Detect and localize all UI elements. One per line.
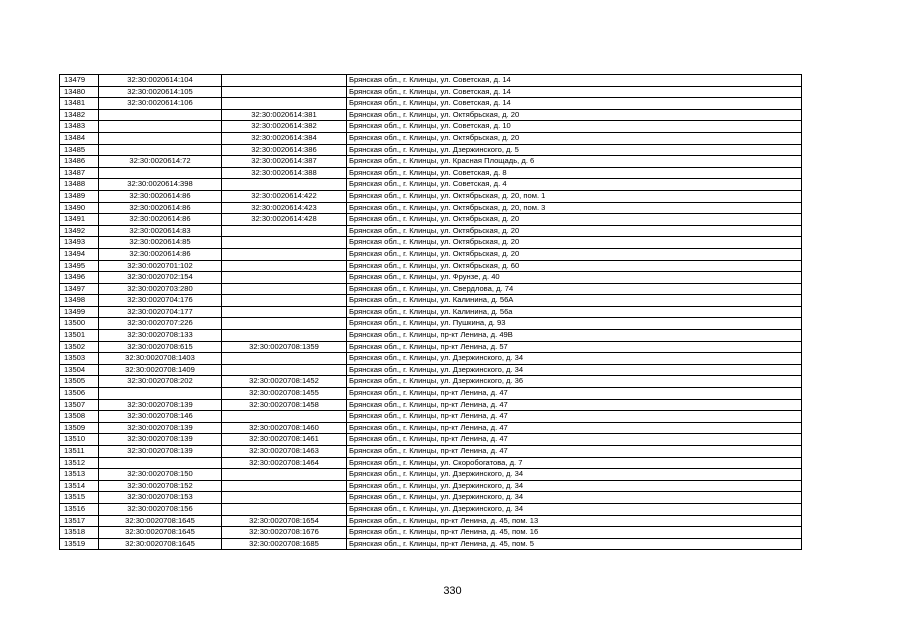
address-cell: Брянская обл., г. Клинцы, ул. Советская, д. 14 — [347, 98, 802, 110]
table-row — [60, 364, 802, 376]
cadastral-number-cell: 32:30:0020708:139 — [99, 446, 222, 458]
related-cadastral-number-cell — [222, 306, 347, 318]
table-row — [60, 283, 802, 295]
cadastral-number-cell — [99, 144, 222, 156]
cadastral-number-cell: 32:30:0020703:280 — [99, 283, 222, 295]
related-cadastral-number-cell — [222, 411, 347, 423]
registry-table — [59, 74, 802, 550]
row-number-cell: 13517 — [60, 515, 99, 527]
row-number-cell: 13496 — [60, 272, 99, 284]
cadastral-number-cell: 32:30:0020708:1645 — [99, 527, 222, 539]
address-cell: Брянская обл., г. Клинцы, ул. Дзержинского, д. 34 — [347, 469, 802, 481]
address-cell: Брянская обл., г. Клинцы, пр-кт Ленина, д. 47 — [347, 422, 802, 434]
address-cell: Брянская обл., г. Клинцы, ул. Фрунзе, д. 40 — [347, 272, 802, 284]
row-number-cell: 13484 — [60, 132, 99, 144]
row-number-cell: 13498 — [60, 295, 99, 307]
row-number-cell: 13511 — [60, 446, 99, 458]
row-number-cell: 13516 — [60, 503, 99, 515]
table-row — [60, 411, 802, 423]
related-cadastral-number-cell — [222, 364, 347, 376]
cadastral-number-cell: 32:30:0020704:176 — [99, 295, 222, 307]
address-cell: Брянская обл., г. Клинцы, пр-кт Ленина, д. 47 — [347, 434, 802, 446]
table-row — [60, 202, 802, 214]
address-cell: Брянская обл., г. Клинцы, ул. Октябрьская, д. 20 — [347, 237, 802, 249]
table-row — [60, 156, 802, 168]
related-cadastral-number-cell: 32:30:0020614:422 — [222, 190, 347, 202]
table-row — [60, 75, 802, 87]
address-cell: Брянская обл., г. Клинцы, пр-кт Ленина, д. 47 — [347, 446, 802, 458]
table-row — [60, 330, 802, 342]
row-number-cell: 13515 — [60, 492, 99, 504]
address-cell: Брянская обл., г. Клинцы, ул. Пушкина, д. 93 — [347, 318, 802, 330]
address-cell: Брянская обл., г. Клинцы, пр-кт Ленина, д. 47 — [347, 399, 802, 411]
related-cadastral-number-cell: 32:30:0020708:1654 — [222, 515, 347, 527]
related-cadastral-number-cell: 32:30:0020614:384 — [222, 132, 347, 144]
row-number-cell: 13500 — [60, 318, 99, 330]
related-cadastral-number-cell: 32:30:0020708:1455 — [222, 388, 347, 400]
address-cell: Брянская обл., г. Клинцы, ул. Дзержинского, д. 34 — [347, 353, 802, 365]
address-cell: Брянская обл., г. Клинцы, ул. Октябрьская, д. 20 — [347, 214, 802, 226]
table-row — [60, 190, 802, 202]
address-cell: Брянская обл., г. Клинцы, ул. Советская, д. 10 — [347, 121, 802, 133]
address-cell: Брянская обл., г. Клинцы, ул. Октябрьская, д. 20, пом. 1 — [347, 190, 802, 202]
address-cell: Брянская обл., г. Клинцы, ул. Октябрьская, д. 20, пом. 3 — [347, 202, 802, 214]
registry-table-body — [60, 75, 802, 550]
cadastral-number-cell: 32:30:0020708:1645 — [99, 515, 222, 527]
related-cadastral-number-cell: 32:30:0020708:1452 — [222, 376, 347, 388]
related-cadastral-number-cell: 32:30:0020614:387 — [222, 156, 347, 168]
table-row — [60, 86, 802, 98]
row-number-cell: 13481 — [60, 98, 99, 110]
cadastral-number-cell — [99, 167, 222, 179]
related-cadastral-number-cell — [222, 260, 347, 272]
table-row — [60, 260, 802, 272]
cadastral-number-cell: 32:30:0020614:106 — [99, 98, 222, 110]
table-row — [60, 248, 802, 260]
related-cadastral-number-cell — [222, 86, 347, 98]
row-number-cell: 13513 — [60, 469, 99, 481]
related-cadastral-number-cell: 32:30:0020708:1460 — [222, 422, 347, 434]
table-row — [60, 121, 802, 133]
address-cell: Брянская обл., г. Клинцы, ул. Октябрьская, д. 20 — [347, 225, 802, 237]
related-cadastral-number-cell: 32:30:0020708:1461 — [222, 434, 347, 446]
row-number-cell: 13518 — [60, 527, 99, 539]
row-number-cell: 13509 — [60, 422, 99, 434]
row-number-cell: 13491 — [60, 214, 99, 226]
row-number-cell: 13485 — [60, 144, 99, 156]
table-row — [60, 399, 802, 411]
table-row — [60, 492, 802, 504]
cadastral-number-cell: 32:30:0020614:83 — [99, 225, 222, 237]
cadastral-number-cell — [99, 132, 222, 144]
row-number-cell: 13507 — [60, 399, 99, 411]
related-cadastral-number-cell: 32:30:0020614:381 — [222, 109, 347, 121]
table-row — [60, 144, 802, 156]
row-number-cell: 13492 — [60, 225, 99, 237]
row-number-cell: 13502 — [60, 341, 99, 353]
address-cell: Брянская обл., г. Клинцы, пр-кт Ленина, д. 49В — [347, 330, 802, 342]
row-number-cell: 13480 — [60, 86, 99, 98]
cadastral-number-cell — [99, 109, 222, 121]
related-cadastral-number-cell: 32:30:0020614:428 — [222, 214, 347, 226]
related-cadastral-number-cell — [222, 179, 347, 191]
row-number-cell: 13495 — [60, 260, 99, 272]
row-number-cell: 13482 — [60, 109, 99, 121]
related-cadastral-number-cell: 32:30:0020708:1359 — [222, 341, 347, 353]
table-row — [60, 272, 802, 284]
cadastral-number-cell: 32:30:0020708:139 — [99, 422, 222, 434]
related-cadastral-number-cell: 32:30:0020614:388 — [222, 167, 347, 179]
row-number-cell: 13503 — [60, 353, 99, 365]
related-cadastral-number-cell — [222, 469, 347, 481]
address-cell: Брянская обл., г. Клинцы, ул. Октябрьская, д. 20 — [347, 248, 802, 260]
cadastral-number-cell: 32:30:0020708:1403 — [99, 353, 222, 365]
table-row — [60, 457, 802, 469]
row-number-cell: 13505 — [60, 376, 99, 388]
table-row — [60, 446, 802, 458]
table-row — [60, 179, 802, 191]
cadastral-number-cell: 32:30:0020614:72 — [99, 156, 222, 168]
table-row — [60, 503, 802, 515]
address-cell: Брянская обл., г. Клинцы, ул. Калинина, д. 56А — [347, 295, 802, 307]
cadastral-number-cell: 32:30:0020708:133 — [99, 330, 222, 342]
table-row — [60, 98, 802, 110]
related-cadastral-number-cell — [222, 272, 347, 284]
row-number-cell: 13486 — [60, 156, 99, 168]
row-number-cell: 13512 — [60, 457, 99, 469]
table-row — [60, 318, 802, 330]
cadastral-number-cell: 32:30:0020614:104 — [99, 75, 222, 87]
table-row — [60, 225, 802, 237]
related-cadastral-number-cell — [222, 503, 347, 515]
address-cell: Брянская обл., г. Клинцы, ул. Советская, д. 4 — [347, 179, 802, 191]
row-number-cell: 13497 — [60, 283, 99, 295]
row-number-cell: 13488 — [60, 179, 99, 191]
related-cadastral-number-cell — [222, 248, 347, 260]
address-cell: Брянская обл., г. Клинцы, ул. Дзержинского, д. 34 — [347, 480, 802, 492]
cadastral-number-cell: 32:30:0020708:153 — [99, 492, 222, 504]
table-row — [60, 341, 802, 353]
table-row — [60, 237, 802, 249]
address-cell: Брянская обл., г. Клинцы, ул. Советская, д. 14 — [347, 75, 802, 87]
cadastral-number-cell: 32:30:0020708:139 — [99, 434, 222, 446]
table-row — [60, 422, 802, 434]
cadastral-number-cell: 32:30:0020708:156 — [99, 503, 222, 515]
related-cadastral-number-cell — [222, 225, 347, 237]
address-cell: Брянская обл., г. Клинцы, пр-кт Ленина, д. 47 — [347, 411, 802, 423]
related-cadastral-number-cell: 32:30:0020708:1458 — [222, 399, 347, 411]
related-cadastral-number-cell — [222, 353, 347, 365]
related-cadastral-number-cell — [222, 75, 347, 87]
address-cell: Брянская обл., г. Клинцы, ул. Советская, д. 8 — [347, 167, 802, 179]
row-number-cell: 13510 — [60, 434, 99, 446]
related-cadastral-number-cell: 32:30:0020614:423 — [222, 202, 347, 214]
related-cadastral-number-cell — [222, 492, 347, 504]
cadastral-number-cell — [99, 457, 222, 469]
table-row — [60, 376, 802, 388]
table-row — [60, 388, 802, 400]
cadastral-number-cell: 32:30:0020708:1409 — [99, 364, 222, 376]
table-row — [60, 132, 802, 144]
related-cadastral-number-cell — [222, 480, 347, 492]
address-cell: Брянская обл., г. Клинцы, ул. Дзержинского, д. 5 — [347, 144, 802, 156]
cadastral-number-cell: 32:30:0020708:152 — [99, 480, 222, 492]
table-row — [60, 527, 802, 539]
address-cell: Брянская обл., г. Клинцы, ул. Дзержинского, д. 34 — [347, 364, 802, 376]
cadastral-number-cell: 32:30:0020704:177 — [99, 306, 222, 318]
table-row — [60, 109, 802, 121]
cadastral-number-cell: 32:30:0020708:615 — [99, 341, 222, 353]
row-number-cell: 13489 — [60, 190, 99, 202]
address-cell: Брянская обл., г. Клинцы, ул. Красная Площадь, д. 6 — [347, 156, 802, 168]
address-cell: Брянская обл., г. Клинцы, ул. Дзержинского, д. 34 — [347, 492, 802, 504]
related-cadastral-number-cell: 32:30:0020614:386 — [222, 144, 347, 156]
address-cell: Брянская обл., г. Клинцы, ул. Свердлова, д. 74 — [347, 283, 802, 295]
table-row — [60, 167, 802, 179]
row-number-cell: 13493 — [60, 237, 99, 249]
table-row — [60, 538, 802, 550]
address-cell: Брянская обл., г. Клинцы, ул. Скоробогатова, д. 7 — [347, 457, 802, 469]
cadastral-number-cell: 32:30:0020708:146 — [99, 411, 222, 423]
address-cell: Брянская обл., г. Клинцы, пр-кт Ленина, д. 45, пом. 16 — [347, 527, 802, 539]
row-number-cell: 13514 — [60, 480, 99, 492]
row-number-cell: 13504 — [60, 364, 99, 376]
row-number-cell: 13479 — [60, 75, 99, 87]
related-cadastral-number-cell — [222, 98, 347, 110]
cadastral-number-cell: 32:30:0020708:150 — [99, 469, 222, 481]
row-number-cell: 13494 — [60, 248, 99, 260]
address-cell: Брянская обл., г. Клинцы, пр-кт Ленина, д. 57 — [347, 341, 802, 353]
address-cell: Брянская обл., г. Клинцы, ул. Дзержинского, д. 34 — [347, 503, 802, 515]
cadastral-number-cell: 32:30:0020708:1645 — [99, 538, 222, 550]
row-number-cell: 13499 — [60, 306, 99, 318]
related-cadastral-number-cell: 32:30:0020708:1676 — [222, 527, 347, 539]
row-number-cell: 13519 — [60, 538, 99, 550]
cadastral-number-cell: 32:30:0020708:139 — [99, 399, 222, 411]
related-cadastral-number-cell — [222, 283, 347, 295]
table-row — [60, 353, 802, 365]
row-number-cell: 13506 — [60, 388, 99, 400]
cadastral-number-cell: 32:30:0020614:86 — [99, 248, 222, 260]
table-row — [60, 469, 802, 481]
related-cadastral-number-cell: 32:30:0020708:1464 — [222, 457, 347, 469]
related-cadastral-number-cell — [222, 318, 347, 330]
cadastral-number-cell: 32:30:0020614:398 — [99, 179, 222, 191]
cadastral-number-cell: 32:30:0020707:226 — [99, 318, 222, 330]
address-cell: Брянская обл., г. Клинцы, ул. Октябрьская, д. 20 — [347, 109, 802, 121]
cadastral-number-cell: 32:30:0020701:102 — [99, 260, 222, 272]
address-cell: Брянская обл., г. Клинцы, ул. Октябрьская, д. 20 — [347, 132, 802, 144]
row-number-cell: 13490 — [60, 202, 99, 214]
cadastral-number-cell: 32:30:0020614:85 — [99, 237, 222, 249]
address-cell: Брянская обл., г. Клинцы, ул. Калинина, д. 56а — [347, 306, 802, 318]
table-row — [60, 295, 802, 307]
table-row — [60, 434, 802, 446]
address-cell: Брянская обл., г. Клинцы, пр-кт Ленина, д. 45, пом. 13 — [347, 515, 802, 527]
page-number: 330 — [443, 585, 462, 597]
related-cadastral-number-cell: 32:30:0020708:1463 — [222, 446, 347, 458]
table-row — [60, 306, 802, 318]
related-cadastral-number-cell: 32:30:0020614:382 — [222, 121, 347, 133]
address-cell: Брянская обл., г. Клинцы, пр-кт Ленина, д. 45, пом. 5 — [347, 538, 802, 550]
related-cadastral-number-cell — [222, 295, 347, 307]
cadastral-number-cell: 32:30:0020614:86 — [99, 214, 222, 226]
row-number-cell: 13501 — [60, 330, 99, 342]
address-cell: Брянская обл., г. Клинцы, пр-кт Ленина, д. 47 — [347, 388, 802, 400]
cadastral-number-cell: 32:30:0020614:86 — [99, 202, 222, 214]
cadastral-number-cell: 32:30:0020708:202 — [99, 376, 222, 388]
cadastral-number-cell — [99, 388, 222, 400]
row-number-cell: 13483 — [60, 121, 99, 133]
address-cell: Брянская обл., г. Клинцы, ул. Советская, д. 14 — [347, 86, 802, 98]
table-row — [60, 480, 802, 492]
related-cadastral-number-cell — [222, 237, 347, 249]
related-cadastral-number-cell: 32:30:0020708:1685 — [222, 538, 347, 550]
cadastral-number-cell: 32:30:0020614:105 — [99, 86, 222, 98]
related-cadastral-number-cell — [222, 330, 347, 342]
cadastral-number-cell: 32:30:0020614:86 — [99, 190, 222, 202]
address-cell: Брянская обл., г. Клинцы, ул. Октябрьская, д. 60 — [347, 260, 802, 272]
row-number-cell: 13487 — [60, 167, 99, 179]
cadastral-number-cell — [99, 121, 222, 133]
cadastral-number-cell: 32:30:0020702:154 — [99, 272, 222, 284]
row-number-cell: 13508 — [60, 411, 99, 423]
address-cell: Брянская обл., г. Клинцы, ул. Дзержинского, д. 36 — [347, 376, 802, 388]
table-row — [60, 515, 802, 527]
table-row — [60, 214, 802, 226]
